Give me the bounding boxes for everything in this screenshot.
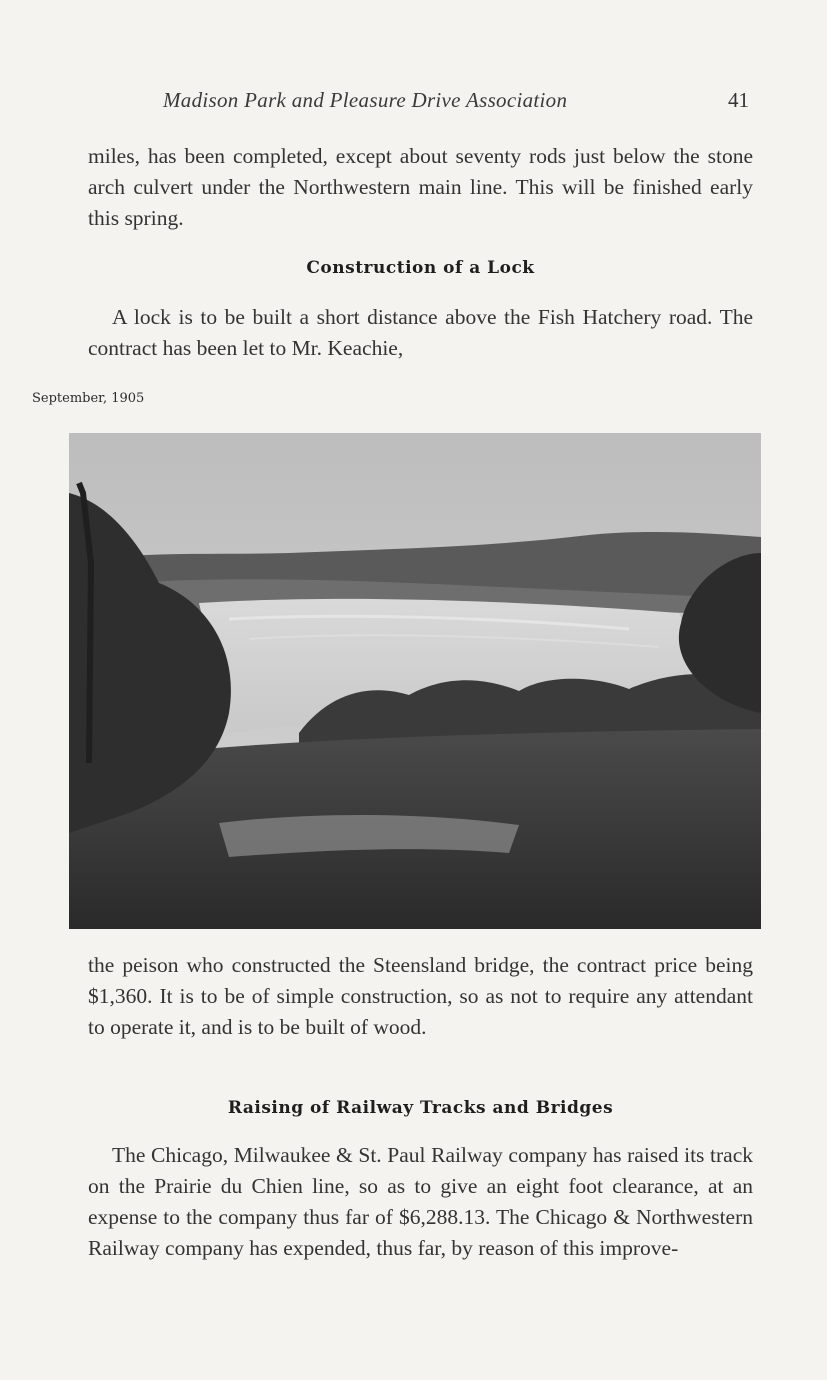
page-number: 41 xyxy=(728,88,749,112)
photo-date-caption: September, 1905 xyxy=(32,391,145,406)
railway-paragraph: The Chicago, Milwaukee & St. Paul Railway company has raised its track on the Prairie du Chien line, so as to give an eight foot clearance, at an expense to the company thus far of $6,288.13. The Chicago & Northwestern Railway company has expended, thus far, by reason of this improve- xyxy=(88,1143,753,1260)
section-heading-railway: Raising of Railway Tracks and Bridges xyxy=(227,1098,614,1118)
running-head-title: Madison Park and Pleasure Drive Association xyxy=(163,88,568,112)
section-heading-lock: Construction of a Lock xyxy=(306,258,535,278)
landscape-photo xyxy=(69,433,761,929)
landscape-photo-image xyxy=(69,433,761,929)
lock-paragraph-before-photo: A lock is to be built a short distance above the Fish Hatchery road. The contract has been let to Mr. Keachie, xyxy=(88,305,753,360)
intro-paragraph: miles, has been completed, except about seventy rods just below the stone arch culvert under the Northwestern main line. This will be finished early this spring. xyxy=(88,144,753,230)
lock-paragraph-after-photo: the peison who constructed the Steensland bridge, the contract price being $1,360. It is to be of simple construction, so as not to require any attendant to operate it, and is to be built of wood. xyxy=(88,953,753,1039)
